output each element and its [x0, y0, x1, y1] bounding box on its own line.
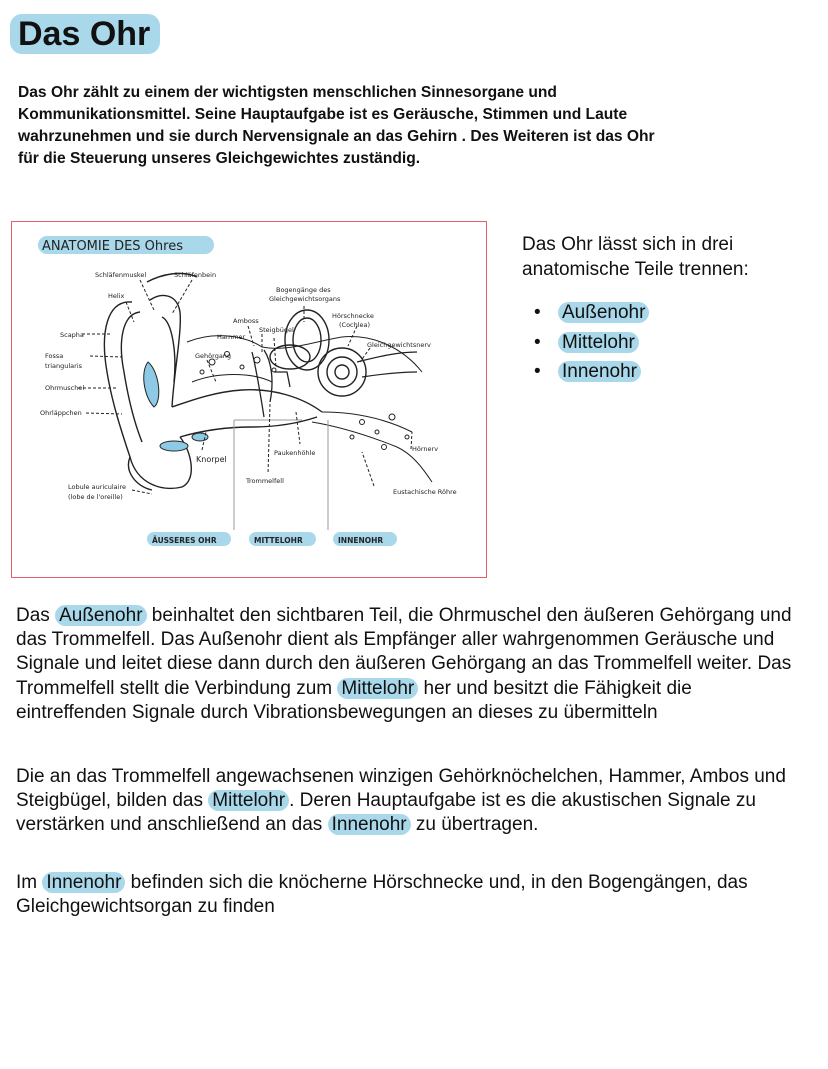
label-schlaefenbein: Schläfenbein — [174, 271, 217, 279]
paragraph-innenohr — [16, 871, 806, 919]
label-paukenhoehle: Paukenhöhle — [274, 449, 316, 457]
cochlea-drawing — [318, 348, 366, 396]
label-ohrmuschel: Ohrmuschel — [45, 384, 85, 392]
label-helix: Helix — [108, 292, 125, 300]
highlight-term: Innenohr — [42, 872, 125, 893]
label-schlaefenmuskel: Schläfenmuskel — [95, 271, 147, 279]
label-fossa-1: Fossa — [45, 352, 64, 360]
label-trommelfell: Trommelfell — [246, 477, 284, 485]
section-brackets — [234, 420, 328, 530]
highlight-term: Mittelohr — [208, 790, 289, 811]
section-tag-mittelohr: MITTELOHR — [254, 536, 303, 545]
label-lobule-2: (lobe de l'oreille) — [68, 493, 123, 501]
paragraph-text: Das — [16, 605, 56, 626]
label-gehoergang: Gehörgang — [195, 352, 232, 360]
label-eustachische-roehre: Eustachische Röhre — [393, 488, 457, 496]
label-knorpel: Knorpel — [196, 455, 227, 464]
paragraph-text: her und besitzt die Fähigkeit die eintreffenden Signale durch Vibrationsbewegungen an dieses zu übermitteln — [16, 677, 692, 723]
list-item — [534, 328, 649, 358]
highlight-term: Mittelohr — [337, 678, 418, 699]
label-hoernerv: Hörnerv — [412, 445, 439, 453]
intro-text: Das Ohr zählt zu einem der wichtigsten menschlichen Sinnesorgane und Kommunikationsmittel. Seine Hauptaufgabe ist es Geräusche, Stimmen und Laute wahrzunehmen und sie durch Nervensignale an das Gehirn . Des Weiteren ist das Ohr für die Steuerung unseres Gleichgewichtes zuständig. — [18, 84, 655, 167]
label-bogengaenge-2: Gleichgewichtsorgans — [269, 295, 341, 303]
part-innenohr: Innenohr — [558, 361, 641, 382]
page-title: Das Ohr — [10, 14, 160, 54]
list-item — [534, 298, 649, 328]
paragraph-text: . Deren Hauptaufgabe ist es die akustischen Signale zu verstärken und anschließend an das — [16, 790, 756, 836]
parts-intro-text: Das Ohr lässt sich in drei anatomische Teile trennen: — [522, 234, 749, 280]
paragraph-aussenohr — [16, 604, 806, 725]
section-tag-innenohr: INNENOHR — [338, 536, 384, 545]
highlight-term: Innenohr — [328, 814, 411, 835]
label-steigbuegel: Steigbügel — [259, 326, 294, 334]
label-bogengaenge-1: Bogengänge des — [276, 286, 331, 294]
paragraph-text: befinden sich die knöcherne Hörschnecke und, in den Bogengängen, das Gleichgewichtsorgan zu finden — [16, 872, 748, 918]
label-hammer: Hammer — [217, 333, 246, 341]
cartilage-shapes — [144, 362, 208, 451]
section-tag-aeusseres-ohr: ÄUSSERES OHR — [152, 536, 217, 545]
ear-parts-list — [534, 298, 649, 387]
highlight-term: Außenohr — [55, 605, 146, 626]
paragraph-mittelohr — [16, 765, 806, 838]
list-item — [534, 357, 649, 387]
label-scapha: Scapha — [60, 331, 84, 339]
label-ohrlaeppchen: Ohrläppchen — [40, 409, 82, 417]
part-mittelohr: Mittelohr — [558, 332, 639, 353]
figure-labels — [40, 271, 457, 501]
label-lobule-1: Lobule auriculaire — [68, 483, 126, 491]
ear-anatomy-illustration — [12, 222, 486, 577]
paragraph-text: Im — [16, 872, 43, 893]
paragraph-text: zu übertragen. — [410, 814, 539, 836]
label-fossa-2: triangularis — [45, 362, 83, 370]
section-tags — [147, 532, 397, 546]
figure-heading: ANATOMIE DES Ohres — [42, 239, 183, 254]
paragraph-text: Die an das Trommelfell angewachsenen winzigen Gehörknöchelchen, Hammer, Ambos und Steigbügel, bilden das — [16, 766, 786, 812]
label-hoerschnecke-1: Hörschnecke — [332, 312, 374, 320]
label-hoerschnecke-2: (Cochlea) — [339, 321, 371, 329]
ear-anatomy-figure — [11, 221, 487, 578]
part-aussenohr: Außenohr — [558, 302, 649, 323]
label-amboss: Amboss — [233, 317, 259, 325]
label-gleichgewichtsnerv: Gleichgewichtsnerv — [367, 341, 431, 349]
paragraph-text: beinhaltet den sichtbaren Teil, die Ohrmuschel den äußeren Gehörgang und das Trommelfell. Das Außenohr dient als Empfänger aller wahrgenommen Geräusche und Signale und leitet diese dann durch den äußeren Gehörgang an das Trommelfell weiter. Das Trommelfell stellt die Verbindung zum — [16, 605, 792, 699]
